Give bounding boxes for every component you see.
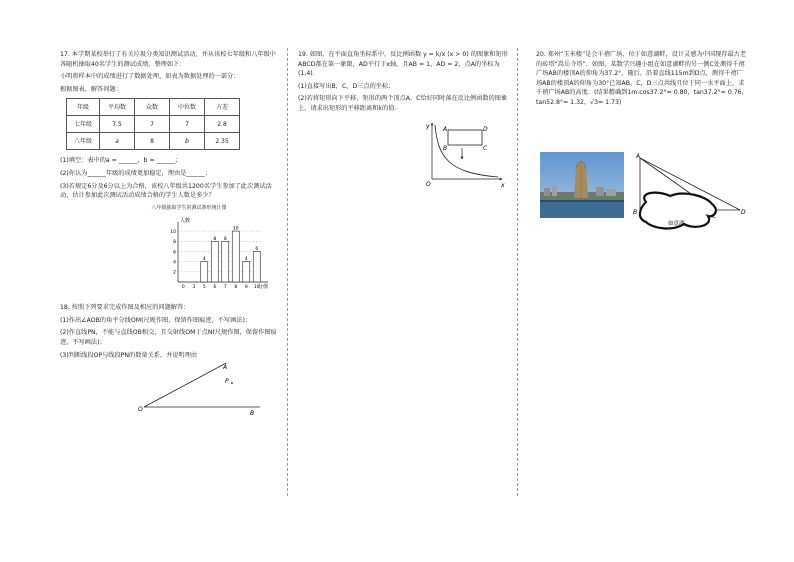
y-tick-label: 2: [173, 270, 176, 276]
q18-sub3: (3)判断线段OP与线段PN的数量关系，并说明理由: [60, 351, 198, 359]
point-p: [231, 382, 233, 384]
column-divider: [287, 48, 288, 496]
ray-oa: [144, 363, 230, 407]
q19-intro: 19. 如图，在平面直角坐标系中，反比例函数 y = k/x (x > 0) 的图象和矩形ABCD都在第一象限，AD平行于x轴，且AB = 1，AD = 2，点A的坐标为(1,4)．: [298, 51, 508, 78]
q19-sub1: (1)直接写出B，C，D三点的坐标；: [298, 82, 395, 90]
column-divider: [517, 48, 518, 496]
label-d: D: [741, 209, 746, 216]
x-axis-label: 分值: [258, 283, 269, 290]
angle-aob-figure: [60, 363, 278, 415]
table-header-row: 年级 平均数 众数 中位数 方差: [67, 99, 240, 116]
q17-sub1: (1)填空：表中的a = ______，b = ______；: [60, 157, 182, 165]
q17-line3: 根据图表，解答问题：: [60, 85, 122, 93]
label-o: O: [426, 180, 431, 188]
x-tick-label: 8: [234, 284, 238, 290]
label-p: P: [225, 378, 229, 386]
x-tick-label: 3: [192, 284, 196, 290]
y-tick-label: 10: [170, 229, 176, 235]
data-label: 6: [255, 246, 259, 252]
data-label: 4: [244, 256, 248, 262]
label-a: A: [443, 125, 448, 133]
bar: [222, 241, 229, 282]
label-c: C: [483, 144, 488, 152]
x-tick-label: 6: [213, 284, 217, 290]
table-row: 八年级 a 8 b 2.35: [67, 133, 240, 150]
data-label: 8: [223, 236, 227, 242]
x-tick-label: 9: [244, 284, 248, 290]
label-b: B: [633, 209, 638, 216]
label-b: B: [443, 144, 448, 152]
coordinate-figure: [298, 119, 510, 189]
x-tick-label: 5: [202, 284, 206, 290]
bar: [232, 231, 239, 282]
x-tick-label: 7: [223, 284, 227, 290]
table-row: 七年级 7.5 7 7 2.8: [67, 116, 240, 133]
label-o: O: [138, 406, 143, 414]
chart-title: 八年级抽取学生的测试条形统计图: [151, 204, 227, 211]
q18-intro: 18. 按照下列要求完成作图及相应的问题解答：: [60, 304, 190, 312]
label-d: D: [483, 125, 488, 133]
q19-sub2: (2)若将矩形向下平移，矩形的两个顶点A、C恰好同时落在反比例函数的图象上，请求出矩形的平移距离和k的值．: [298, 95, 508, 113]
label-x: x: [501, 181, 505, 189]
label-y: y: [426, 122, 430, 130]
q17-line2: 小明将样本中的成绩进行了数据处理，如表为数据处理的一部分：: [60, 73, 240, 81]
bar: [243, 261, 250, 281]
rectangle-abcd: [448, 130, 482, 145]
bar: [211, 241, 218, 282]
bar: [201, 261, 208, 281]
x-tick-label: 10: [253, 284, 260, 290]
column-left: [60, 50, 278, 419]
label-c: C: [712, 213, 717, 220]
data-label: 10: [232, 226, 239, 232]
bar-chart: [60, 214, 278, 294]
score-table: [66, 98, 240, 150]
data-label: 4: [202, 256, 206, 262]
column-right: [536, 50, 748, 111]
tower-distance-figure: [628, 152, 750, 234]
x-tick-label: 0: [181, 284, 185, 290]
label-b: B: [250, 410, 255, 416]
label-a: A: [636, 153, 641, 160]
q18-sub2: (2)作直线PN，不能与直线OB相交，且交射线OM于点N(尺规作图，保留作图痕迹，不写画法)；: [60, 329, 277, 347]
q18-sub1: (1)作出∠AOB的角平分线OM(尺规作图，保留作图痕迹，不写画法)；: [60, 316, 252, 324]
q17-sub3: (3)若规定6分及6分以上为合格，该校八年级共1200名学生参加了此次测试活动，估计参加此次测试活动成绩合格的学生人数是多少？: [60, 182, 272, 200]
tower-photo: [540, 152, 624, 218]
y-tick-label: 4: [173, 260, 176, 266]
lake-label: 如意湖: [668, 221, 685, 227]
q20-text: 20. 郑州“玉米楼”是会千禧广场，位于如意湖畔，设计灵感为中国现存最古老的砖塔“嵩岳寺塔”．如图，某数学兴趣小组在如意湖畔的另一侧C处测得千禧广场AB的楼顶A的仰角为37.2°，随后，沿着直线115m到D点，测得千禧广场AB的楼顶A的仰角为30°已知AB，C，D三点共线且位于同一水平面上，求千禧广场AB的高度．(结果精确到1m.cos37.2°≈ 0.80，tan37.2°≈ 0.76，tan52.8°≈ 1.32，√3≈ 1.73): [536, 51, 748, 107]
data-label: 8: [213, 236, 217, 242]
q17-sub2: (2)你认为______年级的成绩更加稳定，理由是______；: [60, 170, 212, 178]
y-axis-label: 人数: [180, 217, 191, 224]
label-a: A: [223, 364, 228, 372]
y-tick-label: 8: [173, 239, 176, 245]
bar: [253, 251, 260, 282]
q17-intro: 17. 本学期某校举行了有关垃圾分类知识测试活动，并从该校七年级和八年级中各随机抽取40名学生的测试成绩，整理如下：: [60, 51, 276, 68]
column-middle: [298, 50, 510, 192]
y-tick-label: 6: [173, 249, 176, 255]
